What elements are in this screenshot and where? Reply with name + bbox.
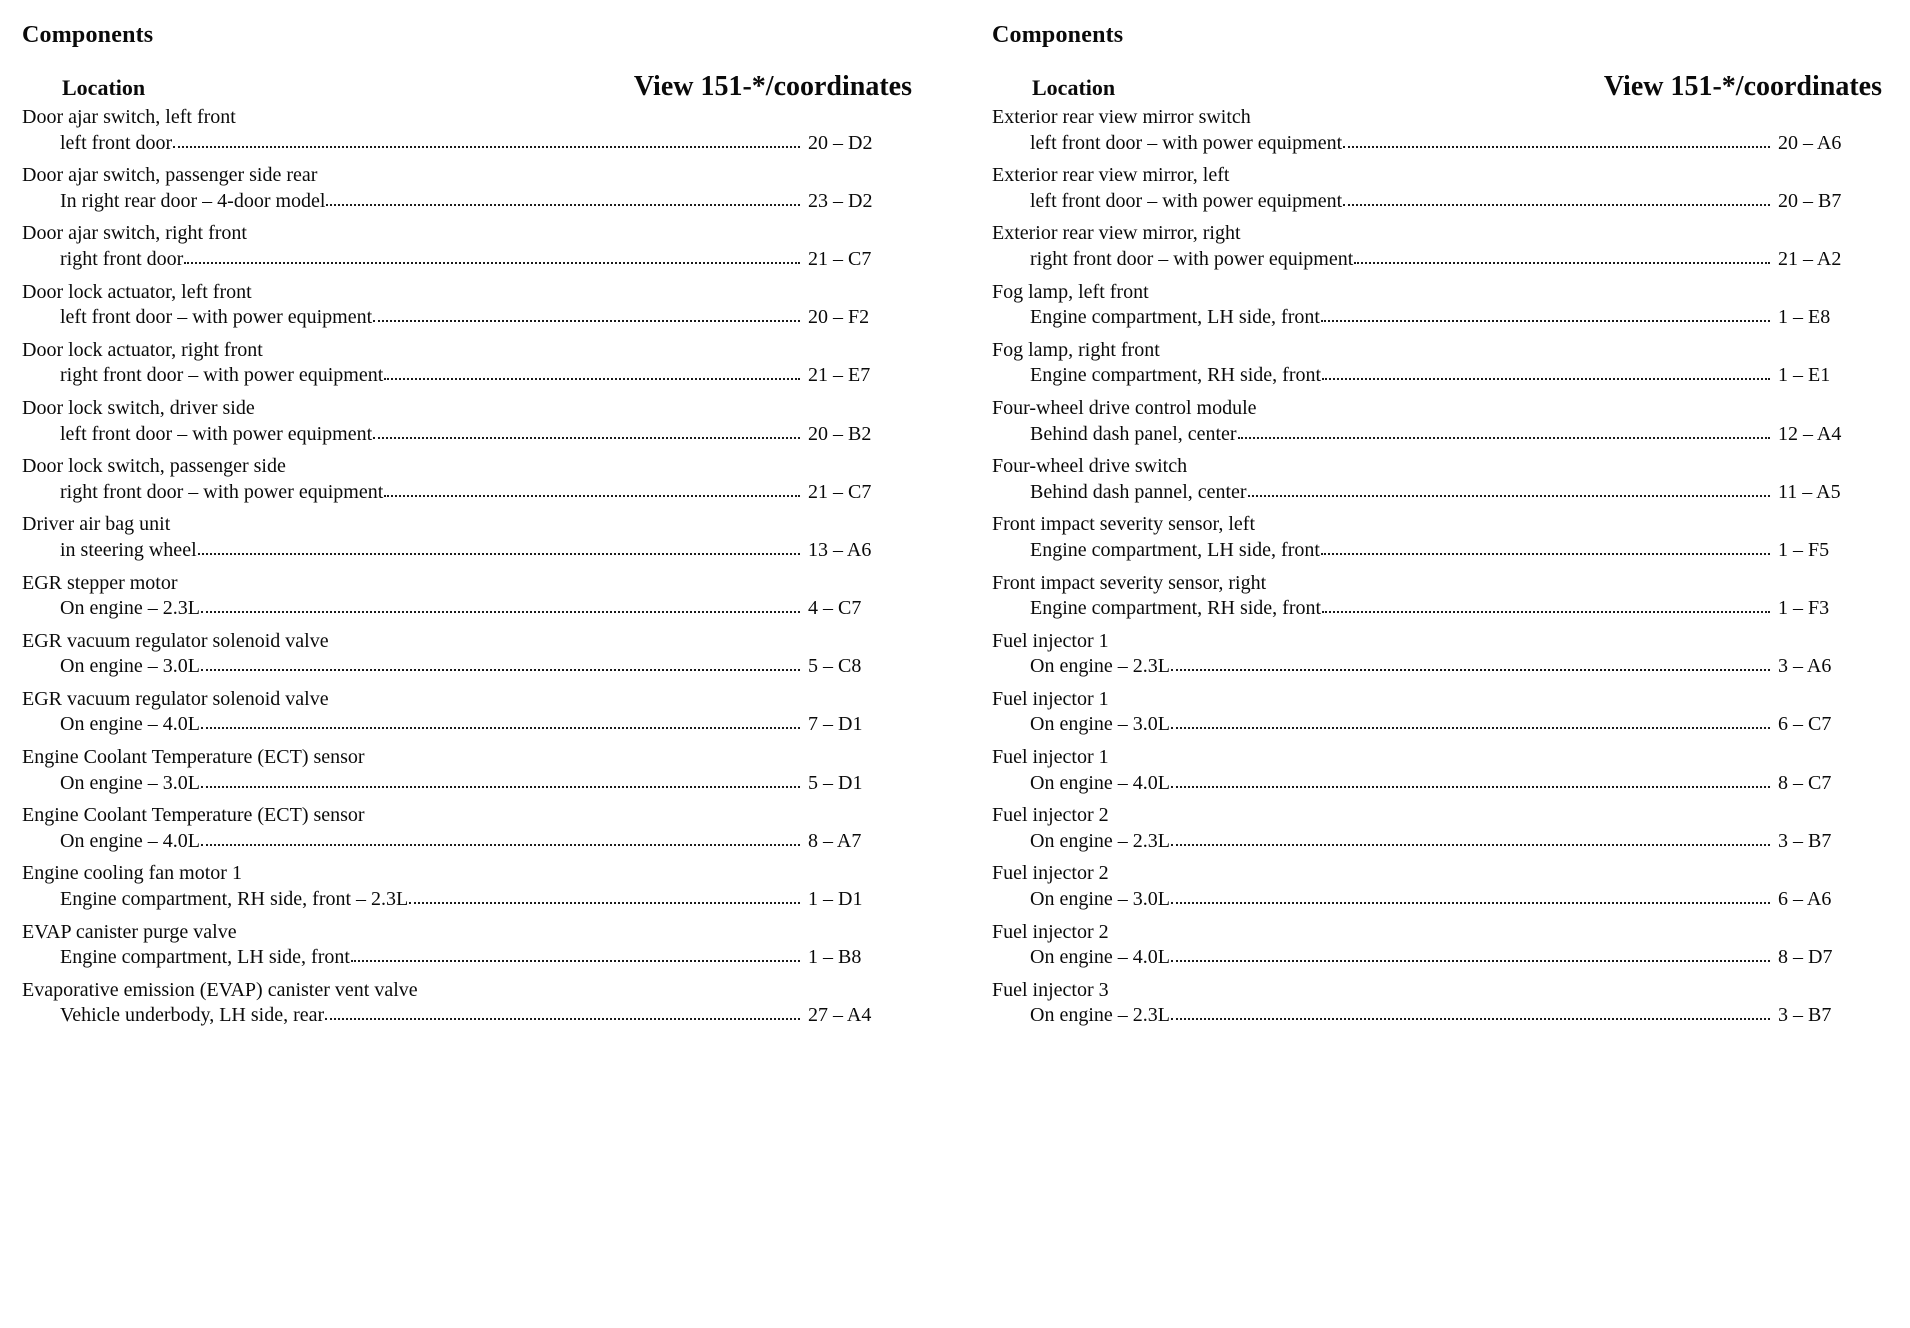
component-coordinate: 5 – D1 [808, 771, 863, 794]
dot-leader [384, 495, 800, 497]
component-coordinate: 7 – D1 [808, 713, 863, 736]
component-location-row [22, 538, 912, 564]
component-location-row [22, 189, 912, 215]
subheader-row [22, 71, 912, 103]
component-entry [992, 163, 1882, 214]
dot-leader [1171, 960, 1770, 962]
component-location: On engine – 4.0L [60, 829, 200, 852]
dot-leader [1321, 320, 1770, 322]
components-heading: Components [22, 22, 154, 48]
component-location: On engine – 2.3L [1030, 655, 1170, 678]
component-location-row [22, 422, 912, 448]
dot-leader [1171, 1018, 1770, 1020]
component-entry [22, 396, 912, 447]
view-coordinates-title: View 151-*/coordinates [633, 71, 912, 102]
location-heading: Location [1032, 75, 1116, 100]
component-coordinate: 20 – A6 [1778, 131, 1842, 154]
component-name: Four-wheel drive control module [992, 396, 1257, 419]
component-location-row [992, 305, 1882, 331]
component-location: Engine compartment, LH side, front [1030, 306, 1320, 329]
component-location-row [992, 189, 1882, 215]
subheader-row [992, 71, 1882, 103]
component-location: left front door [60, 131, 173, 154]
component-entry [22, 105, 912, 156]
component-entry [992, 629, 1882, 680]
dot-leader [1322, 378, 1770, 380]
component-coordinate: 1 – D1 [808, 888, 863, 911]
component-location-row [22, 887, 912, 913]
component-coordinate: 8 – A7 [808, 829, 862, 852]
dot-leader [201, 727, 800, 729]
component-coordinate: 6 – A6 [1778, 888, 1832, 911]
component-name: Fuel injector 2 [992, 920, 1109, 943]
component-location: right front door [60, 247, 184, 270]
component-name: EGR vacuum regulator solenoid valve [22, 687, 329, 710]
component-name: Fuel injector 1 [992, 629, 1109, 652]
component-entry [992, 687, 1882, 738]
component-entry [22, 454, 912, 505]
component-location: left front door – with power equipment [60, 306, 373, 329]
component-location: Engine compartment, LH side, front [60, 946, 350, 969]
component-name: Exterior rear view mirror, right [992, 222, 1241, 245]
component-entry [992, 454, 1882, 505]
component-list [22, 105, 912, 1029]
dot-leader [1321, 553, 1770, 555]
component-coordinate: 1 – B8 [808, 946, 862, 969]
component-coordinate: 12 – A4 [1778, 422, 1842, 445]
component-location: Engine compartment, LH side, front [1030, 538, 1320, 561]
components-column-left [22, 22, 912, 1318]
component-entry [22, 338, 912, 389]
component-location-row [992, 945, 1882, 971]
component-name: Fuel injector 2 [992, 804, 1109, 827]
component-location-row [992, 131, 1882, 157]
dot-leader [326, 204, 800, 206]
component-name: Fuel injector 3 [992, 978, 1109, 1001]
component-name: Engine Coolant Temperature (ECT) sensor [22, 746, 365, 769]
component-location: Behind dash pannel, center [1030, 480, 1247, 503]
component-location: left front door – with power equipment [1030, 189, 1343, 212]
component-entry [22, 629, 912, 680]
dot-leader [384, 378, 800, 380]
component-location-row [22, 1003, 912, 1029]
component-location: Engine compartment, RH side, front – 2.3L [60, 888, 409, 911]
component-coordinate: 3 – A6 [1778, 655, 1832, 678]
dot-leader [409, 902, 800, 904]
component-coordinate: 3 – B7 [1778, 1004, 1832, 1027]
component-coordinate: 20 – D2 [808, 131, 873, 154]
component-location-row [992, 538, 1882, 564]
dot-leader [1171, 669, 1770, 671]
component-list [992, 105, 1882, 1029]
component-coordinate: 21 – A2 [1778, 247, 1842, 270]
component-location: On engine – 2.3L [60, 597, 200, 620]
component-entry [22, 978, 912, 1029]
component-location-row [22, 305, 912, 331]
component-coordinate: 20 – F2 [808, 306, 870, 329]
component-entry [992, 280, 1882, 331]
components-heading: Components [992, 22, 1124, 48]
component-location-row [22, 131, 912, 157]
dot-leader [351, 960, 800, 962]
component-entry [22, 280, 912, 331]
component-location: On engine – 3.0L [60, 771, 200, 794]
dot-leader [173, 146, 800, 148]
dot-leader [1322, 611, 1770, 613]
component-location: Behind dash panel, center [1030, 422, 1237, 445]
dot-leader [1248, 495, 1770, 497]
component-location: On engine – 3.0L [1030, 888, 1170, 911]
component-name: Fuel injector 2 [992, 862, 1109, 885]
dot-leader [1171, 844, 1770, 846]
component-entry [22, 745, 912, 796]
dot-leader [184, 262, 800, 264]
component-location: left front door – with power equipment [60, 422, 373, 445]
component-location-row [992, 887, 1882, 913]
component-location: On engine – 2.3L [1030, 1004, 1170, 1027]
component-location-row [22, 654, 912, 680]
component-entry [992, 105, 1882, 156]
component-coordinate: 8 – D7 [1778, 946, 1833, 969]
dot-leader [373, 437, 800, 439]
component-name: Exterior rear view mirror switch [992, 106, 1251, 128]
component-coordinate: 5 – C8 [808, 655, 862, 678]
component-entry [22, 920, 912, 971]
component-coordinate: 21 – C7 [808, 480, 872, 503]
component-location-row [22, 712, 912, 738]
component-location-row [22, 596, 912, 622]
component-entry [22, 512, 912, 563]
component-name: Door lock actuator, left front [22, 280, 252, 303]
component-location: On engine – 4.0L [1030, 771, 1170, 794]
component-location-row [992, 363, 1882, 389]
dot-leader [325, 1018, 800, 1020]
component-name: Engine cooling fan motor 1 [22, 862, 242, 885]
view-coordinates-title: View 151-*/coordinates [1603, 71, 1882, 102]
component-location-row [22, 363, 912, 389]
component-location: On engine – 4.0L [1030, 946, 1170, 969]
dot-leader [1171, 786, 1770, 788]
component-name: Evaporative emission (EVAP) canister vent valve [22, 978, 418, 1001]
component-location-row [22, 247, 912, 273]
dot-leader [201, 844, 800, 846]
component-name: Door lock switch, driver side [22, 396, 255, 419]
component-entry [22, 803, 912, 854]
component-location-row [22, 829, 912, 855]
component-location-row [992, 596, 1882, 622]
location-heading: Location [62, 75, 146, 100]
component-entry [22, 221, 912, 272]
dot-leader [1171, 902, 1770, 904]
component-entry [992, 338, 1882, 389]
components-column-right [992, 22, 1882, 1318]
component-entry [992, 803, 1882, 854]
component-location: left front door – with power equipment [1030, 131, 1343, 154]
component-location: Engine compartment, RH side, front [1030, 597, 1322, 620]
component-coordinate: 20 – B7 [1778, 189, 1842, 212]
component-coordinate: 4 – C7 [808, 597, 862, 620]
component-location: in steering wheel [60, 538, 197, 561]
component-location-row [992, 422, 1882, 448]
component-name: EVAP canister purge valve [22, 920, 237, 943]
component-location: right front door – with power equipment [1030, 247, 1354, 270]
dot-leader [1354, 262, 1770, 264]
component-entry [22, 163, 912, 214]
component-location-row [22, 945, 912, 971]
component-entry [992, 745, 1882, 796]
component-location-row [992, 654, 1882, 680]
component-entry [22, 687, 912, 738]
component-name: Driver air bag unit [22, 513, 171, 536]
component-name: EGR vacuum regulator solenoid valve [22, 629, 329, 652]
component-coordinate: 27 – A4 [808, 1004, 872, 1027]
dot-leader [201, 669, 800, 671]
dot-leader [1238, 437, 1770, 439]
component-coordinate: 3 – B7 [1778, 829, 1832, 852]
component-entry [992, 396, 1882, 447]
component-coordinate: 1 – E1 [1778, 364, 1831, 387]
component-entry [22, 861, 912, 912]
dot-leader [198, 553, 800, 555]
component-name: Door ajar switch, right front [22, 222, 247, 245]
component-location-row [992, 247, 1882, 273]
component-entry [992, 978, 1882, 1029]
component-location: right front door – with power equipment [60, 364, 384, 387]
component-coordinate: 8 – C7 [1778, 771, 1832, 794]
component-name: Engine Coolant Temperature (ECT) sensor [22, 804, 365, 827]
component-coordinate: 21 – C7 [808, 247, 872, 270]
component-location-row [22, 480, 912, 506]
component-name: Door ajar switch, left front [22, 106, 236, 128]
component-name: EGR stepper motor [22, 571, 178, 594]
dot-leader [201, 611, 800, 613]
dot-leader [201, 786, 800, 788]
component-coordinate: 1 – F3 [1778, 597, 1830, 620]
component-name: Exterior rear view mirror, left [992, 164, 1230, 187]
component-name: Fog lamp, right front [992, 338, 1160, 361]
component-name: Door ajar switch, passenger side rear [22, 164, 318, 187]
component-coordinate: 20 – B2 [808, 422, 872, 445]
component-location-row [992, 712, 1882, 738]
component-location: On engine – 2.3L [1030, 829, 1170, 852]
component-location: Vehicle underbody, LH side, rear [60, 1004, 325, 1027]
component-location: In right rear door – 4-door model [60, 189, 326, 212]
component-coordinate: 1 – E8 [1778, 306, 1831, 329]
component-location: On engine – 4.0L [60, 713, 200, 736]
component-coordinate: 11 – A5 [1778, 480, 1841, 503]
component-entry [22, 571, 912, 622]
component-location-row [992, 480, 1882, 506]
component-location-row [992, 829, 1882, 855]
component-location-row [992, 1003, 1882, 1029]
component-name: Four-wheel drive switch [992, 455, 1188, 478]
component-location: On engine – 3.0L [60, 655, 200, 678]
component-name: Door lock actuator, right front [22, 338, 263, 361]
component-name: Door lock switch, passenger side [22, 455, 286, 478]
dot-leader [1343, 146, 1770, 148]
component-name: Fuel injector 1 [992, 746, 1109, 769]
component-location-row [992, 771, 1882, 797]
component-entry [992, 861, 1882, 912]
component-location: right front door – with power equipment [60, 480, 384, 503]
component-coordinate: 21 – E7 [808, 364, 871, 387]
component-name: Fuel injector 1 [992, 687, 1109, 710]
component-coordinate: 6 – C7 [1778, 713, 1832, 736]
component-coordinate: 23 – D2 [808, 189, 873, 212]
dot-leader [1171, 727, 1770, 729]
component-location-row [22, 771, 912, 797]
component-name: Front impact severity sensor, right [992, 571, 1267, 594]
component-entry [992, 920, 1882, 971]
component-name: Fog lamp, left front [992, 280, 1149, 303]
component-name: Front impact severity sensor, left [992, 513, 1256, 536]
component-coordinate: 13 – A6 [808, 538, 872, 561]
dot-leader [1343, 204, 1770, 206]
component-location: On engine – 3.0L [1030, 713, 1170, 736]
component-entry [992, 512, 1882, 563]
component-coordinate: 1 – F5 [1778, 538, 1830, 561]
component-entry [992, 221, 1882, 272]
dot-leader [373, 320, 800, 322]
component-location: Engine compartment, RH side, front [1030, 364, 1322, 387]
component-entry [992, 571, 1882, 622]
